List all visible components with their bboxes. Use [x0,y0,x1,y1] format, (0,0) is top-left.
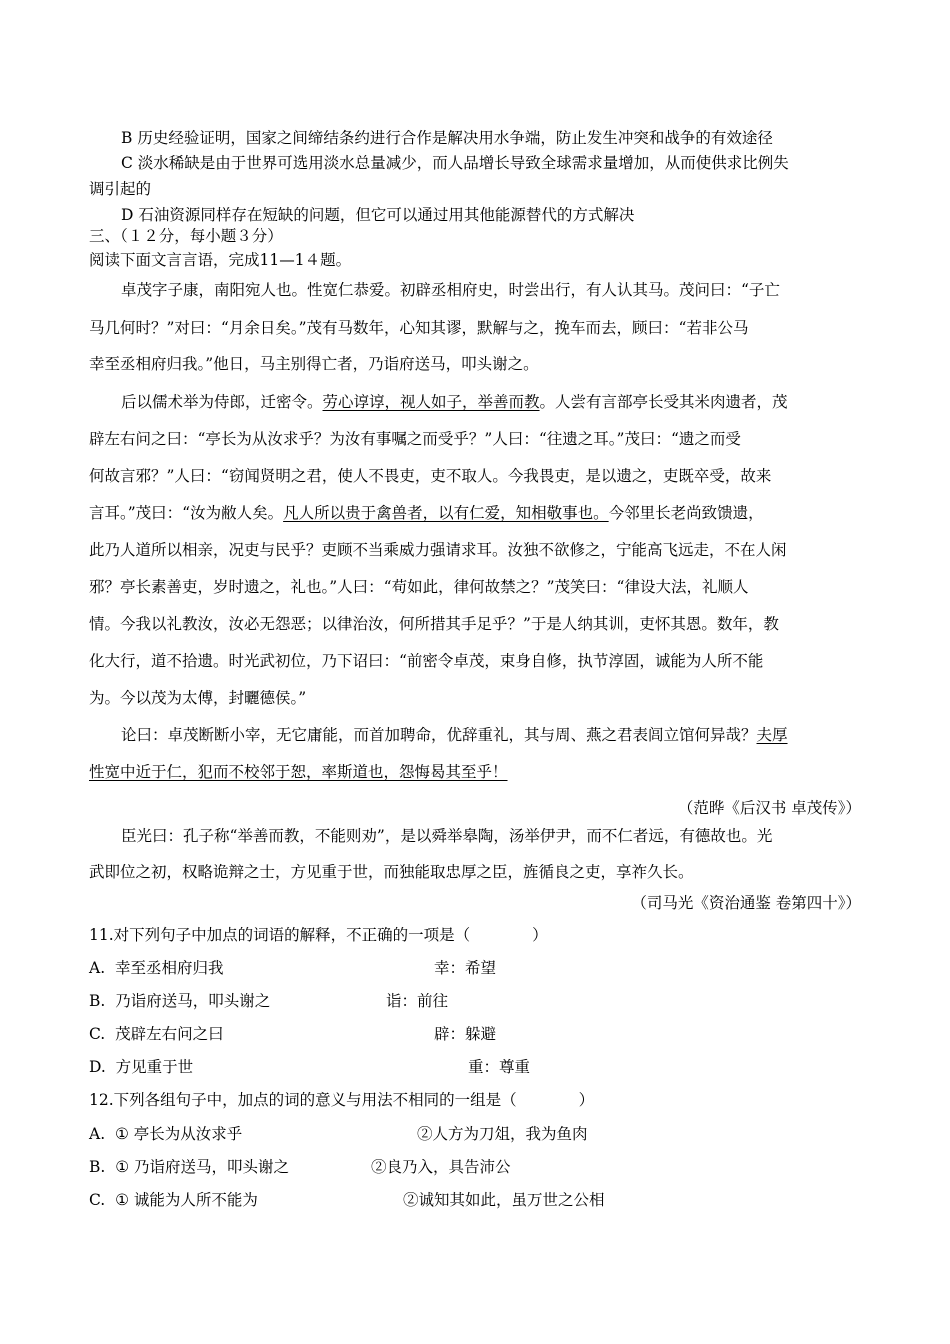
q11-option-a-gloss: 幸：希望 [434,959,497,977]
p3-text: 论曰：卓茂断断小宰，无它庸能，而首加聘命，优辞重礼，其与周、燕之君表闾立馆何异哉？ [121,726,757,744]
question-11-stem: 11.对下列句子中加点的词语的解释，不正确的一项是（ ） [89,926,548,944]
underlined-sentence-1: 劳心谆谆，视人如子，举善而教 [322,393,540,411]
passage-p2-line9: 为。今以茂为太傅，封曬德侯。” [89,689,307,707]
option-label: C. [89,1191,106,1209]
p2-text: 。人尝有言部亭长受其米肉遗者，茂 [539,393,788,411]
passage-p2-line2: 辟左右问之曰：“亭长为从汝求乎？为汝有事嘱之而受乎？”人曰：“往遗之耳。”茂曰：“遗之而受 [89,430,741,448]
underlined-sentence-2: 凡人所以贵于禽兽者，以有仁爱，知相敬事也。 [283,504,609,522]
option-first: ① 乃诣府送马，叩头谢之 [115,1158,290,1176]
underlined-sentence-3-start: 夫厚 [756,726,788,744]
q12-option-c-second: ②诚知其如此，虽万世之公相 [403,1191,605,1209]
option-label: A. [89,1125,106,1143]
underlined-sentence-3-end: 性宽中近于仁，犯而不校邻于恕，率斯道也，怨悔曷其至乎！ [89,763,508,781]
source-citation-1: （范晔《后汉书 卓茂传》） [677,799,861,817]
option-sentence: 幸至丞相府归我 [114,959,224,977]
passage-p2-line1 [121,392,788,412]
q12-option-c [89,1190,258,1210]
passage-p2-line8: 化大行，道不拾遗。时光武初位，乃下诏曰：“前密令卓茂，束身自修，执节淳固，诚能为人所不能 [89,652,764,670]
q11-option-c [89,1024,224,1044]
option-first: ① 亭长为从汝求乎 [114,1125,243,1143]
q12-option-a [89,1124,242,1144]
option-sentence: 茂辟左右问之曰 [115,1025,224,1043]
p2-text: 后以儒术举为侍郎，迁密令。 [121,393,323,411]
q11-option-d [89,1057,193,1077]
passage-p1-line1: 卓茂字子康，南阳宛人也。性宽仁恭爱。初辟丞相府史，时尝出行，有人认其马。茂问曰：“子亡 [121,281,780,299]
passage-p4-line1: 臣光曰：孔子称“举善而教，不能则劝”，是以舜举皋陶，汤举伊尹，而不仁者远，有德故也。光 [121,827,773,845]
passage-p2-line5: 此乃人道所以相亲，况吏与民乎？吏顾不当乘威力强请求耳。汝独不欲修之，宁能高飞远走，不在人闲 [89,541,787,559]
option-label: B. [89,992,106,1010]
passage-p2-line6: 邪？亭长素善吏，岁时遗之，礼也。”人曰：“苟如此，律何故禁之？”茂笑曰：“律设大法，礼顺人 [89,578,749,596]
option-first: ① 诚能为人所不能为 [115,1191,258,1209]
p2-text: 今邻里长老尚致馈遗， [608,504,764,522]
option-d: D 石油资源同样存在短缺的问题，但它可以通过用其他能源替代的方式解决 [121,206,635,224]
q11-option-c-gloss: 辟：躲避 [434,1025,497,1043]
option-sentence: 乃诣府送马，叩头谢之 [115,992,271,1010]
option-label: A. [89,959,106,977]
option-c-line2: 调引起的 [89,180,152,198]
q11-option-a [89,958,224,978]
passage-p3-line1 [121,725,788,745]
passage-p4-line2: 武即位之初，权略诡辩之士，方见重于世，而独能取忠厚之臣，旌循良之吏，享祚久长。 [89,863,694,881]
q11-option-b [89,991,270,1011]
source-citation-2: （司马光《资治通鉴 卷第四十》） [631,894,861,912]
q11-option-d-gloss: 重：尊重 [468,1058,531,1076]
section-instruction: 阅读下面文言言语，完成11—1４题。 [89,251,352,269]
question-12-stem: 12.下列各组句子中，加点的词的意义与用法不相同的一组是（ ） [89,1091,595,1109]
passage-p1-line2: 马几何时？”对曰：“月余日矣。”茂有马数年，心知其谬，默解与之，挽车而去，顾曰：“若非公马 [89,319,749,337]
passage-p2-line4 [89,503,764,523]
passage-p2-line7: 情。今我以礼教汝，汝必无怨恶；以律治汝，何所措其手足乎？”于是人纳其训，吏怀其恩。数年，教 [89,615,779,633]
passage-p3-line2 [89,762,508,782]
q12-option-b [89,1157,289,1177]
passage-p1-line3: 幸至丞相府归我。”他日，马主别得亡者，乃诣府送马，叩头谢之。 [89,355,539,373]
option-label: C. [89,1025,106,1043]
option-sentence: 方见重于世 [115,1058,194,1076]
option-c-line1: C 淡水稀缺是由于世界可选用淡水总量减少，而人品增长导致全球需求量增加，从而使供求比例失 [121,154,789,172]
q12-option-b-second: ②良乃入，具告沛公 [371,1158,511,1176]
passage-p2-line3: 何故言邪？”人曰：“窃闻贤明之君，使人不畏吏，吏不取人。今我畏吏，是以遗之，吏既卒受，故来 [89,467,772,485]
option-label: D. [89,1058,106,1076]
p2-text: 言耳。”茂曰：“汝为敝人矣。 [89,504,284,522]
section-heading: 三、（１２分，每小题３分） [89,227,283,245]
q12-option-a-second: ②人方为刀俎，我为鱼肉 [417,1125,588,1143]
option-b: B 历史经验证明，国家之间缔结条约进行合作是解决用水争端，防止发生冲突和战争的有效途径 [121,129,773,147]
q11-option-b-gloss: 诣：前往 [386,992,449,1010]
option-label: B. [89,1158,106,1176]
